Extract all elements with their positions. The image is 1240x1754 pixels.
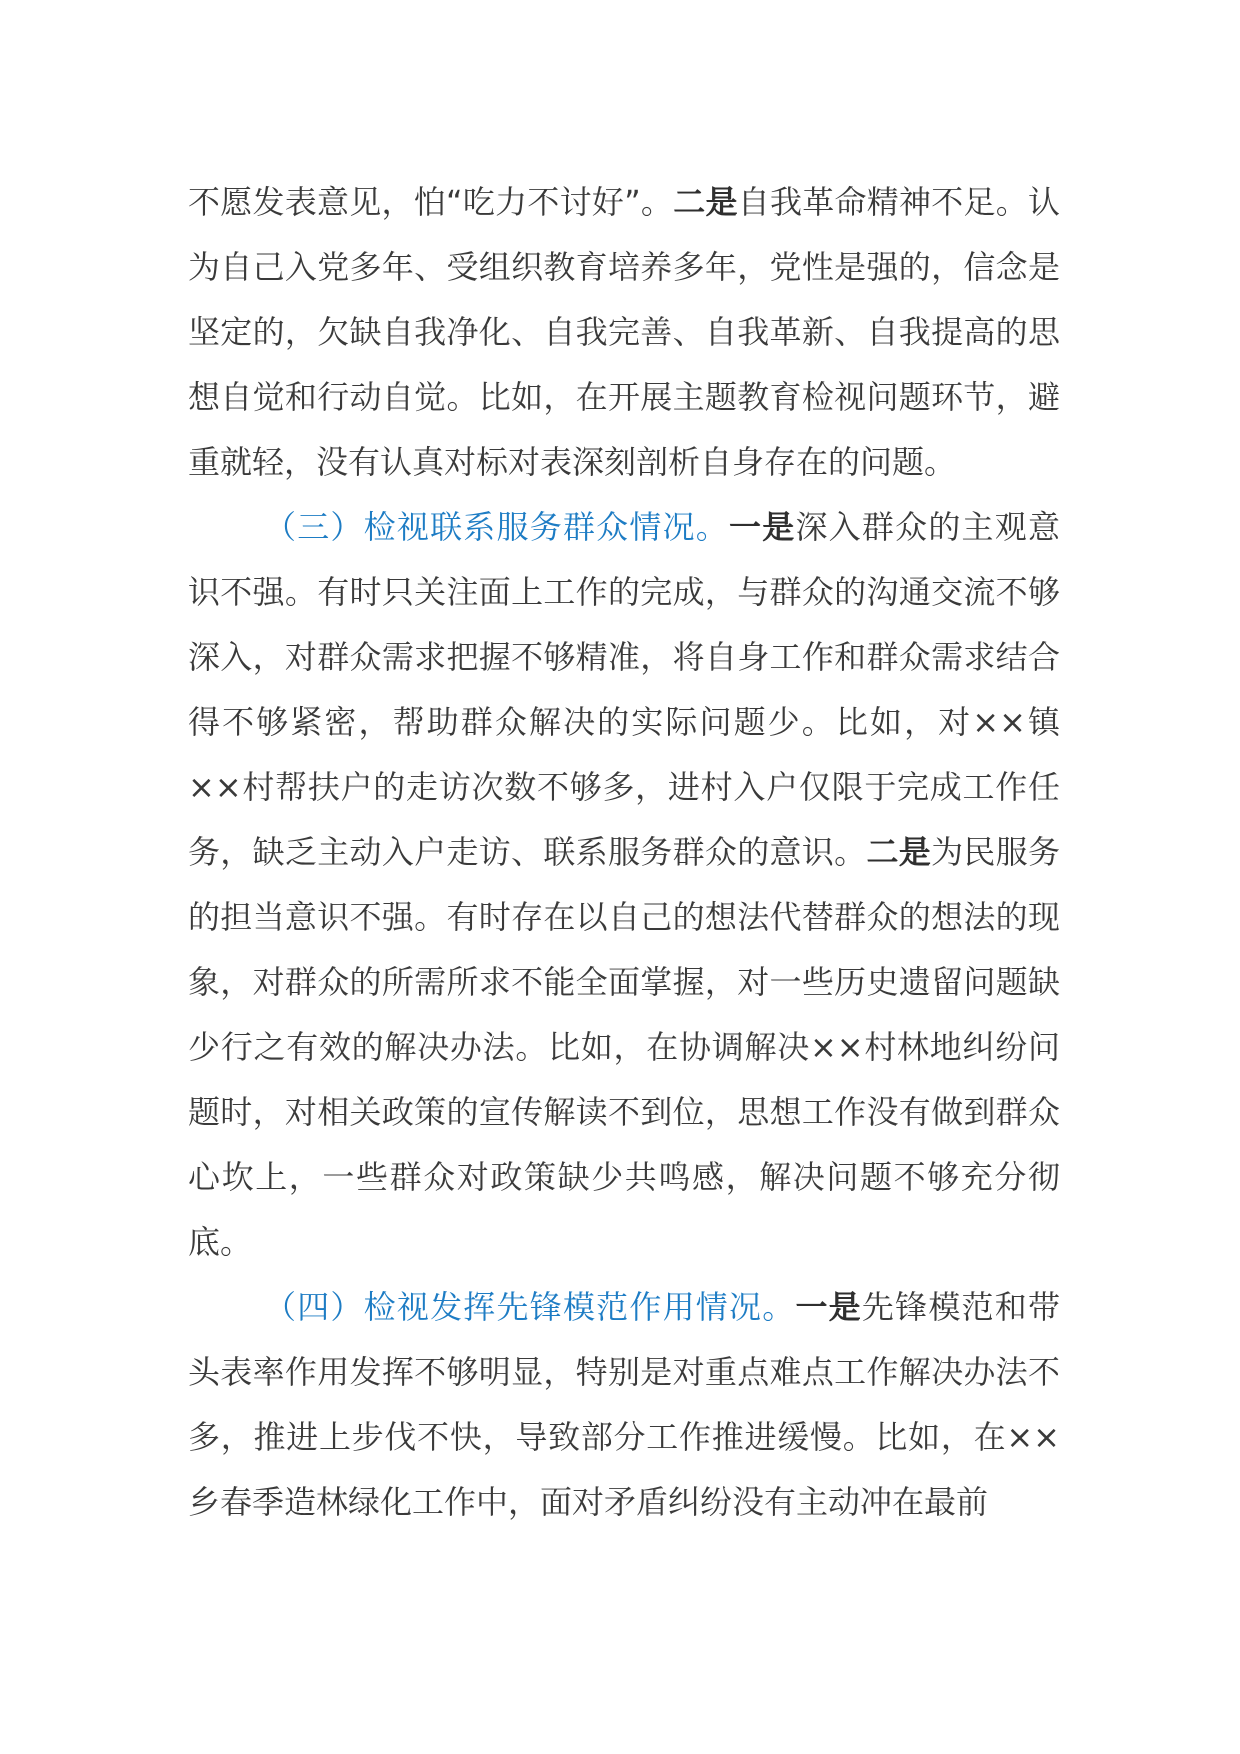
lead-marker: 二是 (866, 833, 932, 871)
paragraph-self-revolution (188, 170, 1060, 495)
paragraph-serve-masses (188, 495, 1060, 1275)
lead-marker: 一是 (795, 1288, 862, 1326)
paragraph-text: 自我革命精神不足。认为自己入党多年、受组织教育培养多年，党性是强的，信念是坚定的，欠缺自我净化、自我完善、自我革新、自我提高的思想自觉和行动自觉。比如，在开展主题教育检视问题环节，避重就轻，没有认真对标对表深刻剖析自身存在的问题。 (188, 183, 1060, 481)
document-page (188, 170, 1060, 1535)
section-heading: （四）检视发挥先锋模范作用情况。 (264, 1288, 796, 1326)
section-heading: （三）检视联系服务群众情况。 (264, 508, 730, 546)
paragraph-text: 深入群众的主观意识不强。有时只关注面上工作的完成，与群众的沟通交流不够深入，对群众需求把握不够精准，将自身工作和群众需求结合得不够紧密，帮助群众解决的实际问题少。比如，对××镇××村帮扶户的走访次数不够多，进村入户仅限于完成工作任务，缺乏主动入户走访、联系服务群众的意识。 (188, 508, 1060, 871)
lead-marker: 一是 (729, 508, 796, 546)
paragraph-text: 不愿发表意见，怕“吃力不讨好”。 (188, 183, 674, 221)
paragraph-vanguard-role (188, 1275, 1060, 1535)
paragraph-text: 先锋模范和带头表率作用发挥不够明显，特别是对重点难点工作解决办法不多，推进上步伐不快，导致部分工作推进缓慢。比如，在××乡春季造林绿化工作中，面对矛盾纠纷没有主动冲在最前 (188, 1288, 1060, 1521)
lead-marker: 二是 (673, 183, 738, 221)
paragraph-text: 为民服务的担当意识不强。有时存在以自己的想法代替群众的想法的现象，对群众的所需所求不能全面掌握，对一些历史遗留问题缺少行之有效的解决办法。比如，在协调解决××村林地纠纷问题时，对相关政策的宣传解读不到位，思想工作没有做到群众心坎上，一些群众对政策缺少共鸣感，解决问题不够充分彻底。 (188, 833, 1060, 1261)
